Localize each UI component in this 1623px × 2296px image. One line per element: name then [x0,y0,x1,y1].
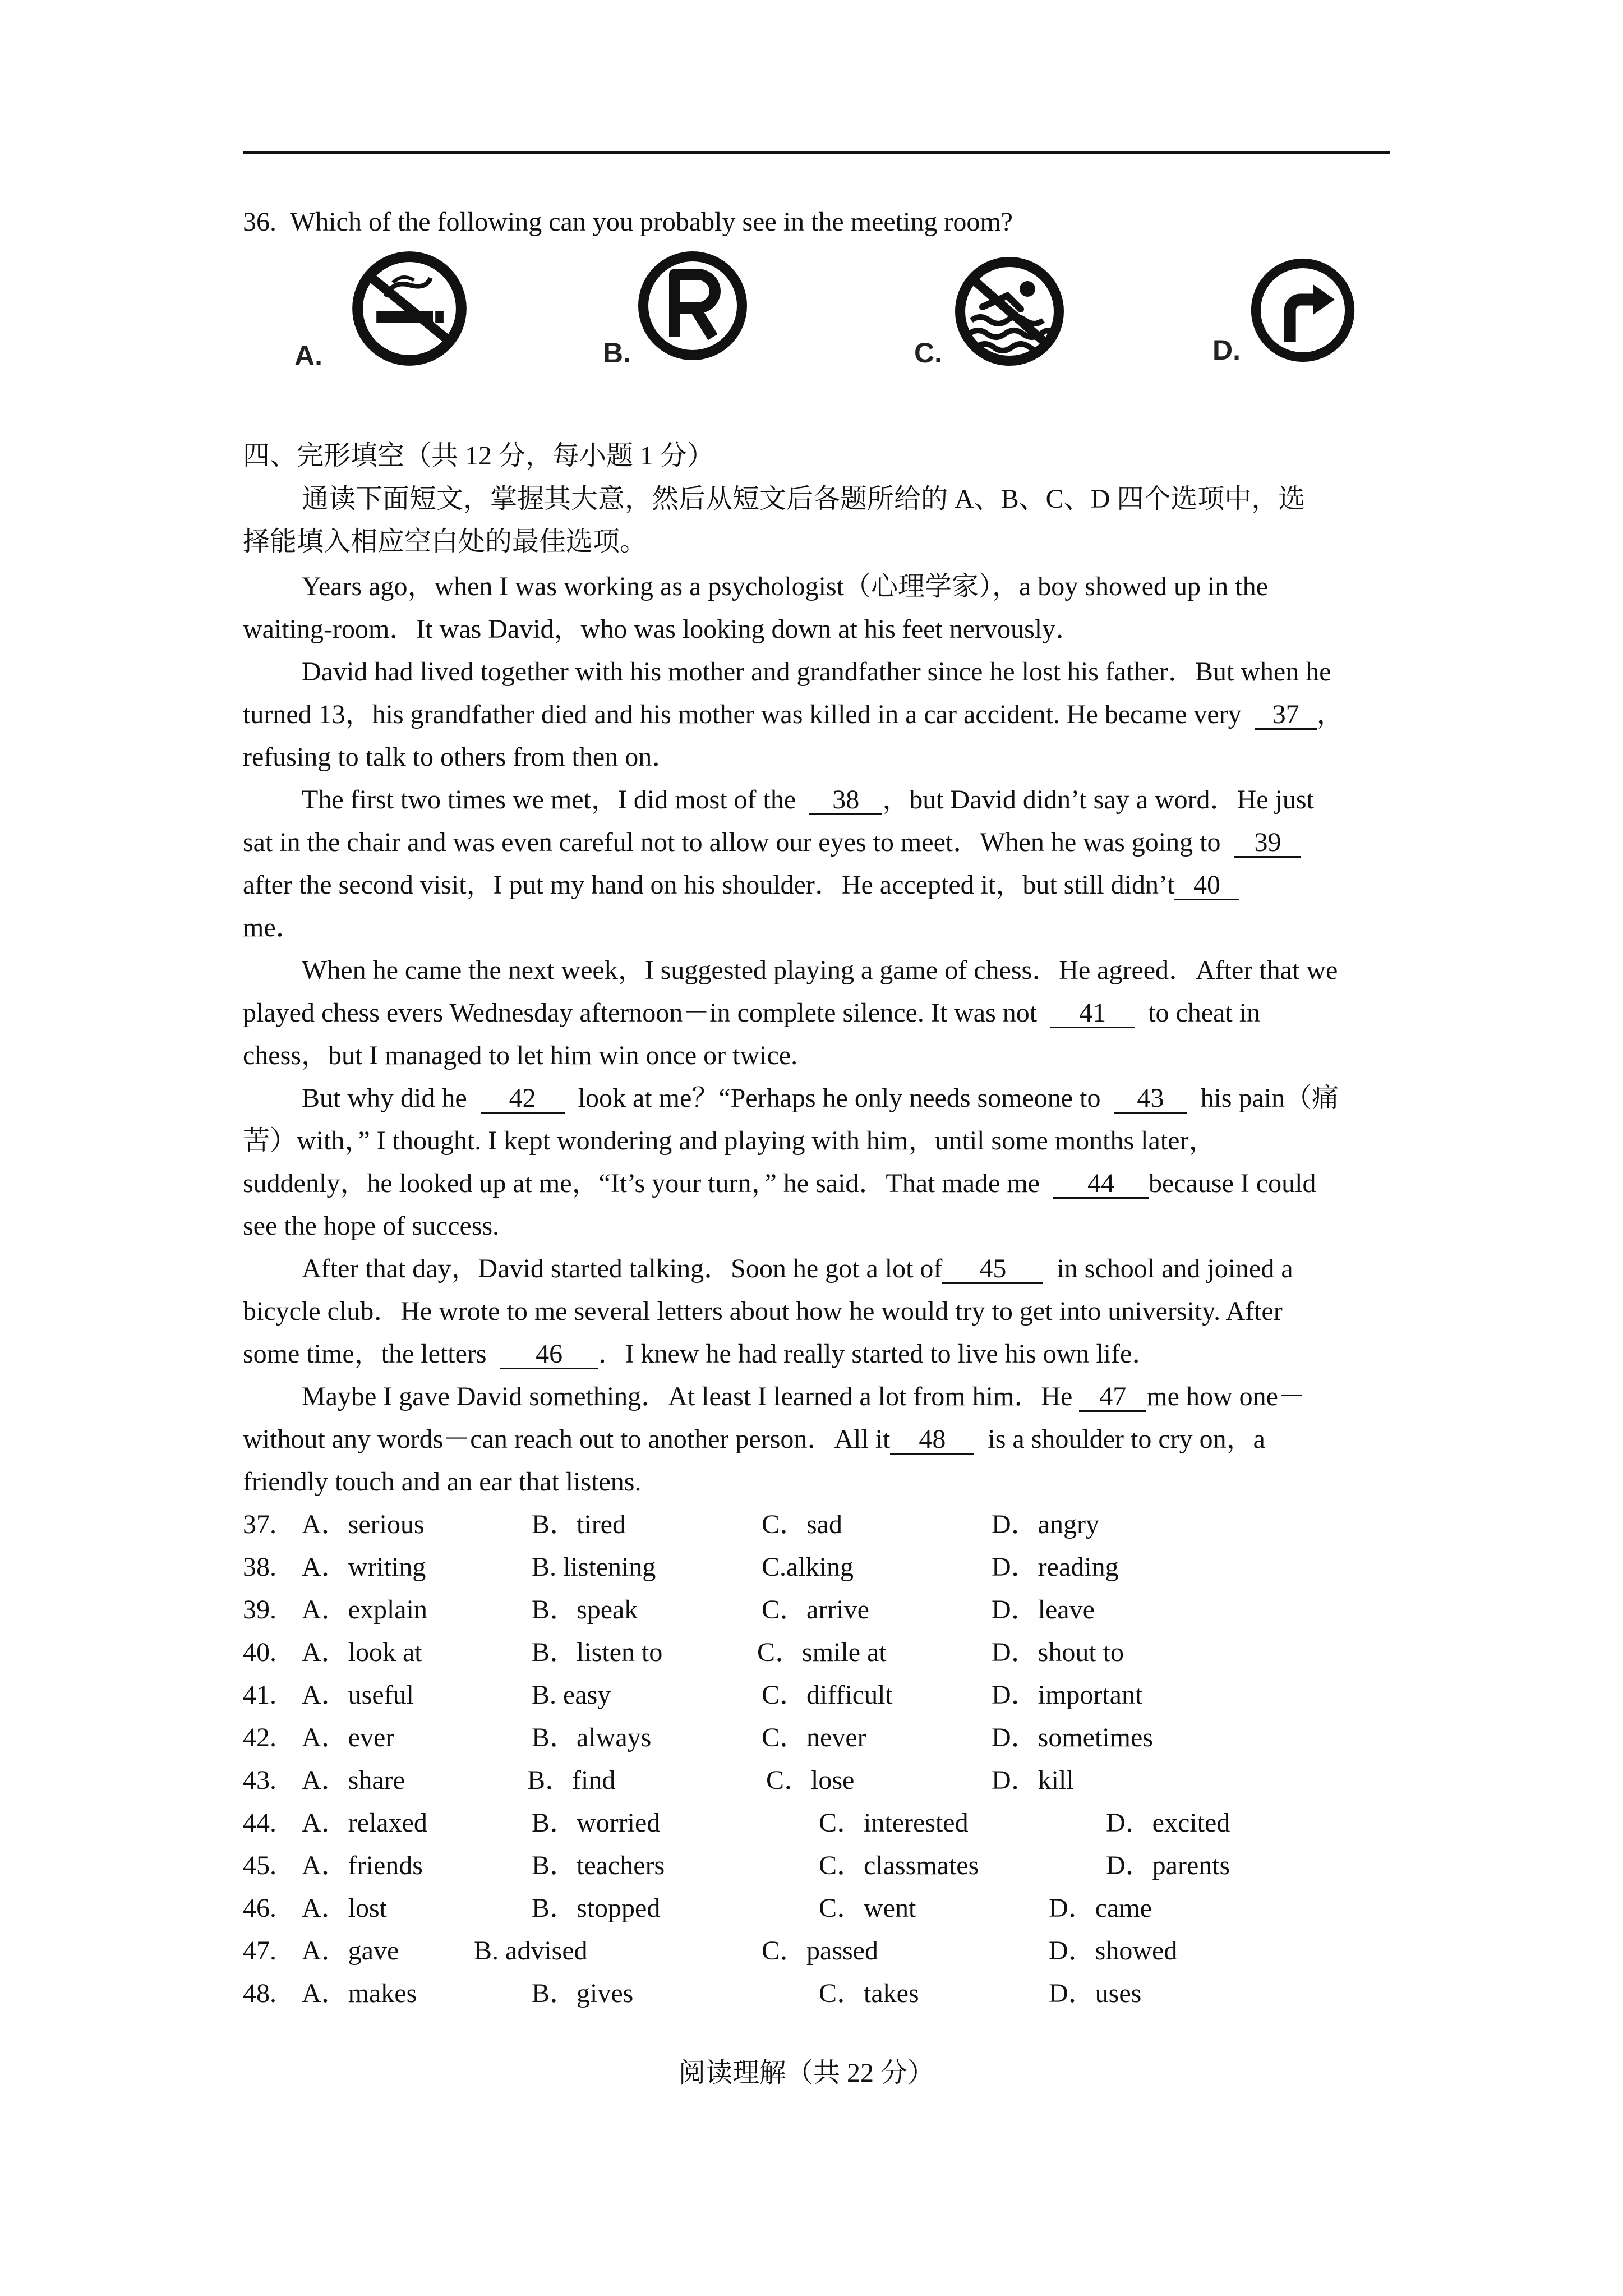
passage-line: after the second visit，I put my hand on his shoulder．He accepted it，but still didn’t 40 [243,869,1239,901]
option-a: A．lost [302,1893,388,1923]
option-c: C．arrive [762,1595,869,1625]
question-number: 45. [243,1851,276,1880]
passage-line: refusing to talk to others from then on． [243,742,679,772]
passage-line: 苦）with，” I thought. I kept wondering and playing with him，until some months later， [243,1126,1216,1156]
passage-line: sat in the chair and was even careful not to allow our eyes to meet．When he was going to 39 [243,827,1301,858]
passage-line: The first two times we met，I did most of the 38 ，but David didn’t say a word．He just [302,785,1314,815]
blank-39: 39 [1234,829,1301,858]
question-number: 40. [243,1637,276,1667]
passage-line: After that day，David started talking．Soon he got a lot of 45 in school and joined a [302,1254,1293,1283]
option-b: B．listen to [532,1637,663,1667]
option-d: D．showed [1049,1936,1178,1966]
option-b: B．always [532,1723,652,1752]
option-a: A．look at [302,1637,422,1667]
option-a: A．writing [302,1552,426,1582]
instructions-line-1: 通读下面短文，掌握其大意，然后从短文后各题所给的 A、B、C、D 四个选项中，选 [302,484,1306,514]
option-b: B．teachers [532,1851,665,1880]
option-b: B. advised [474,1936,588,1966]
question-number: 41. [243,1680,276,1710]
question-text: Which of the following can you probably see in the meeting room? [290,207,1013,237]
option-c: C．smile at [757,1637,887,1667]
next-section-heading: 阅读理解（共 22 分） [679,2058,935,2088]
blank-45: 45 [942,1255,1043,1284]
passage-line: played chess evers Wednesday afternoon－in complete silence. It was not 41 to cheat in [243,998,1261,1028]
option-d: D．excited [1106,1808,1230,1838]
option-d: D．parents [1106,1851,1230,1880]
question-number: 39. [243,1595,276,1625]
option-b: B．tired [532,1510,626,1539]
passage-line: bicycle club．He wrote to me several letters about how he would try to get into university. After [243,1296,1283,1326]
option-d: D．important [992,1680,1143,1710]
blank-40: 40 [1174,872,1239,900]
option-d-label: D. [1212,334,1241,366]
option-c-label: C. [914,337,942,369]
option-a: A．ever [302,1723,395,1752]
passage-line: see the hope of success. [243,1211,500,1241]
option-d: D．sometimes [992,1723,1153,1752]
option-b: B．find [527,1765,616,1795]
option-b: B．speak [532,1595,638,1625]
option-b: B．worried [532,1808,661,1838]
passage-line: without any words－can reach out to another person．All it 48 is a shoulder to cry on，a [243,1424,1265,1454]
option-c: C．takes [819,1978,919,2008]
passage-line: Years ago，when I was working as a psychologist（心理学家），a boy showed up in the [302,572,1268,601]
option-c: C．passed [762,1936,878,1966]
no-smoking-icon[interactable] [351,250,468,367]
option-d: D．leave [992,1595,1095,1625]
blank-42: 42 [481,1085,565,1114]
passage-line: some time，the letters 46 ．I knew he had really started to live his own life． [243,1339,1159,1369]
option-a: A．relaxed [302,1808,427,1838]
passage-line: me． [243,913,303,942]
question-number: 48. [243,1978,276,2008]
right-turn-icon[interactable] [1249,257,1356,364]
option-c: C．never [762,1723,866,1752]
section-heading: 四、完形填空（共 12 分，每小题 1 分） [243,441,714,471]
parking-icon[interactable] [637,250,749,362]
option-d: D．uses [1049,1978,1142,2008]
blank-47: 47 [1079,1383,1146,1412]
blank-41: 41 [1050,1000,1135,1028]
option-a: A．explain [302,1595,427,1625]
option-d: D．came [1049,1893,1152,1923]
blank-43: 43 [1114,1085,1187,1114]
no-swimming-icon[interactable] [953,255,1066,367]
blank-44: 44 [1053,1170,1149,1199]
passage-line: suddenly，he looked up at me，“It’s your turn，” he said．That made me 44 because I could [243,1168,1316,1198]
option-d: D．reading [992,1552,1119,1582]
option-a: A．friends [302,1851,423,1880]
passage-line: turned 13，his grandfather died and his mother was killed in a car accident. He became very 37 ， [243,700,1344,729]
passage-line: When he came the next week，I suggested playing a game of chess．He agreed．After that we [302,955,1338,985]
passage-line: But why did he 42 look at me？“Perhaps he only needs someone to 43 his pain（痛 [302,1083,1339,1113]
blank-46: 46 [500,1341,598,1369]
option-a: A．makes [302,1978,417,2008]
option-b: B. easy [532,1680,611,1710]
passage-line: Maybe I gave David something．At least I learned a lot from him．He 47 me how one－ [302,1382,1305,1411]
question-number: 38. [243,1552,276,1582]
option-c: C．sad [762,1510,843,1539]
passage-line: waiting-room．It was David，who was looking down at his feet nervously． [243,614,1083,644]
blank-38: 38 [809,786,882,815]
option-c: C．difficult [762,1680,893,1710]
question-number: 36. [243,207,276,237]
option-b: B．gives [532,1978,634,2008]
option-c: C.alking [762,1552,854,1582]
blank-37: 37 [1255,701,1317,730]
question-number: 37. [243,1510,276,1539]
question-36 [243,206,1013,238]
passage-line: David had lived together with his mother and grandfather since he lost his father．But when he [302,657,1331,687]
passage-line: friendly touch and an ear that listens. [243,1467,642,1497]
option-a: A．gave [302,1936,399,1966]
passage-line: chess，but I managed to let him win once or twice. [243,1041,798,1070]
option-d: D．angry [992,1510,1099,1539]
option-b: B. listening [532,1552,656,1582]
option-a-label: A. [294,340,322,371]
option-c: C．lose [766,1765,855,1795]
option-c: C．classmates [819,1851,979,1880]
instructions-line-2: 择能填入相应空白处的最佳选项。 [243,527,647,556]
question-number: 42. [243,1723,276,1752]
option-c: C．went [819,1893,916,1923]
option-a: A．useful [302,1680,414,1710]
option-d: D．shout to [992,1637,1124,1667]
option-a: A．serious [302,1510,425,1539]
question-number: 43. [243,1765,276,1795]
question-number: 47. [243,1936,276,1966]
option-b: B．stopped [532,1893,661,1923]
option-c: C．interested [819,1808,969,1838]
question-number: 44. [243,1808,276,1838]
header-rule [243,151,1390,154]
option-b-label: B. [603,337,631,369]
question-number: 46. [243,1893,276,1923]
blank-48: 48 [890,1426,974,1455]
option-d: D．kill [992,1765,1074,1795]
option-a: A．share [302,1765,405,1795]
